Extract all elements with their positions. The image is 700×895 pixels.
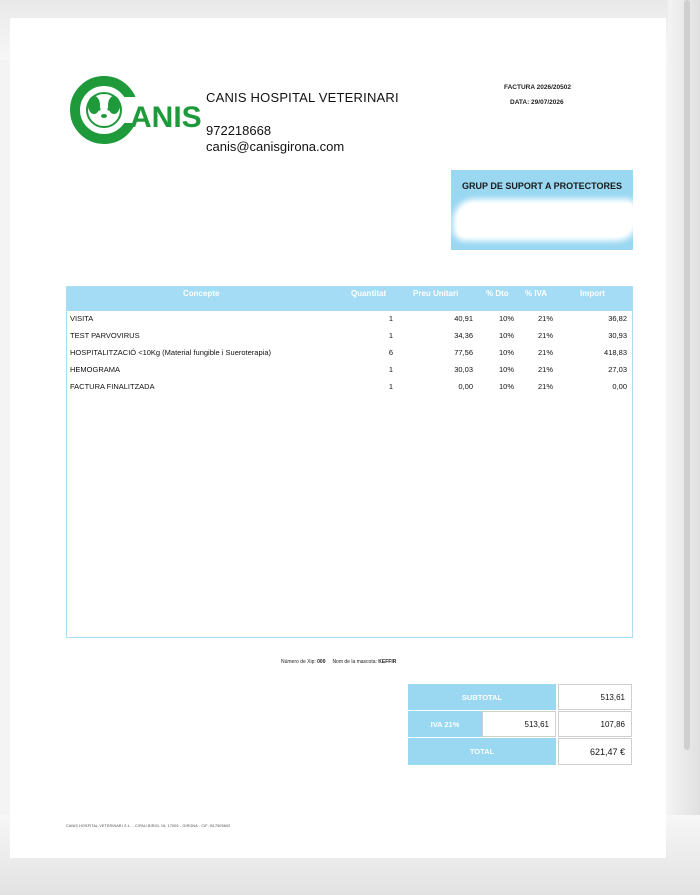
row-quantity: 1 bbox=[388, 365, 393, 374]
chip-info bbox=[281, 659, 396, 665]
col-unit-price: Preu Unitari bbox=[413, 289, 459, 298]
row-quantity: 6 bbox=[388, 348, 393, 357]
total-value: 621,47 € bbox=[558, 738, 632, 765]
table-row bbox=[67, 365, 632, 382]
footer-legal-text: CANIS HOSPITAL VETERINARI S.L. - C/PAU BIROL 16, 17005 - GIRONA - CIF: B17505692 bbox=[66, 824, 231, 828]
row-unit-price: 77,56 bbox=[454, 348, 473, 357]
invoice-date: DATA: 29/07/2026 bbox=[510, 99, 564, 106]
row-concept: HEMOGRAMA bbox=[70, 365, 121, 374]
row-import: 36,82 bbox=[608, 314, 627, 323]
row-unit-price: 30,03 bbox=[454, 365, 473, 374]
iva-value: 107,86 bbox=[558, 711, 632, 737]
row-discount: 10% bbox=[498, 348, 514, 357]
col-quantity: Quantitat bbox=[351, 289, 387, 298]
table-header bbox=[67, 287, 632, 311]
canis-logo bbox=[68, 73, 208, 147]
chip-value: 000 bbox=[317, 659, 326, 665]
row-quantity: 1 bbox=[388, 314, 393, 323]
col-concept: Concepte bbox=[183, 289, 220, 298]
total-label: TOTAL bbox=[408, 738, 556, 765]
client-title: GRUP DE SUPORT A PROTECTORES bbox=[462, 181, 623, 191]
pet-name: KEFFIR bbox=[378, 659, 397, 665]
row-concept: TEST PARVOVIRUS bbox=[70, 331, 140, 340]
row-concept: HOSPITALITZACIÓ <10Kg (Material fungible i Sueroterapia) bbox=[70, 348, 271, 357]
row-vat: 21% bbox=[537, 382, 553, 391]
iva-label: IVA 21% bbox=[408, 711, 482, 737]
row-concept: FACTURA FINALITZADA bbox=[70, 382, 155, 391]
table-row bbox=[67, 382, 632, 399]
row-quantity: 1 bbox=[388, 331, 393, 340]
row-discount: 10% bbox=[498, 382, 514, 391]
row-vat: 21% bbox=[537, 314, 553, 323]
row-import: 418,83 bbox=[604, 348, 627, 357]
row-import: 0,00 bbox=[612, 382, 627, 391]
row-unit-price: 34,36 bbox=[454, 331, 473, 340]
row-unit-price: 40,91 bbox=[454, 314, 473, 323]
clinic-name: CANIS HOSPITAL VETERINARI bbox=[206, 90, 399, 105]
table-row bbox=[67, 314, 632, 331]
row-vat: 21% bbox=[537, 348, 553, 357]
iva-base: 513,61 bbox=[482, 711, 556, 737]
row-import: 27,03 bbox=[608, 365, 627, 374]
row-vat: 21% bbox=[537, 331, 553, 340]
row-vat: 21% bbox=[537, 365, 553, 374]
viewer-scrollbar-thumb[interactable] bbox=[684, 0, 690, 750]
redacted-client-details bbox=[457, 203, 633, 237]
pet-label: Nom de la mascota: bbox=[332, 659, 377, 665]
row-discount: 10% bbox=[498, 331, 514, 340]
client-box bbox=[451, 170, 633, 250]
invoice-number: FACTURA 2026/20502 bbox=[504, 84, 571, 91]
clinic-email: canis@canisgirona.com bbox=[206, 139, 345, 154]
table-row bbox=[67, 348, 632, 365]
invoice-table bbox=[66, 286, 633, 638]
row-discount: 10% bbox=[498, 365, 514, 374]
row-unit-price: 0,00 bbox=[458, 382, 473, 391]
col-discount: % Dto bbox=[486, 289, 509, 298]
invoice-page bbox=[10, 18, 666, 858]
col-import: Import bbox=[580, 289, 605, 298]
logo-wordmark: ANIS bbox=[130, 101, 202, 134]
row-discount: 10% bbox=[498, 314, 514, 323]
subtotal-value: 513,61 bbox=[558, 684, 632, 710]
chip-label: Número de Xip: bbox=[281, 659, 316, 665]
col-vat: % IVA bbox=[525, 289, 548, 298]
subtotal-label: SUBTOTAL bbox=[408, 684, 556, 710]
row-concept: VISITA bbox=[70, 314, 94, 323]
row-quantity: 1 bbox=[388, 382, 393, 391]
viewer-scrollbar-track[interactable] bbox=[668, 0, 700, 895]
row-import: 30,93 bbox=[608, 331, 627, 340]
clinic-phone: 972218668 bbox=[206, 123, 272, 138]
table-row bbox=[67, 331, 632, 348]
